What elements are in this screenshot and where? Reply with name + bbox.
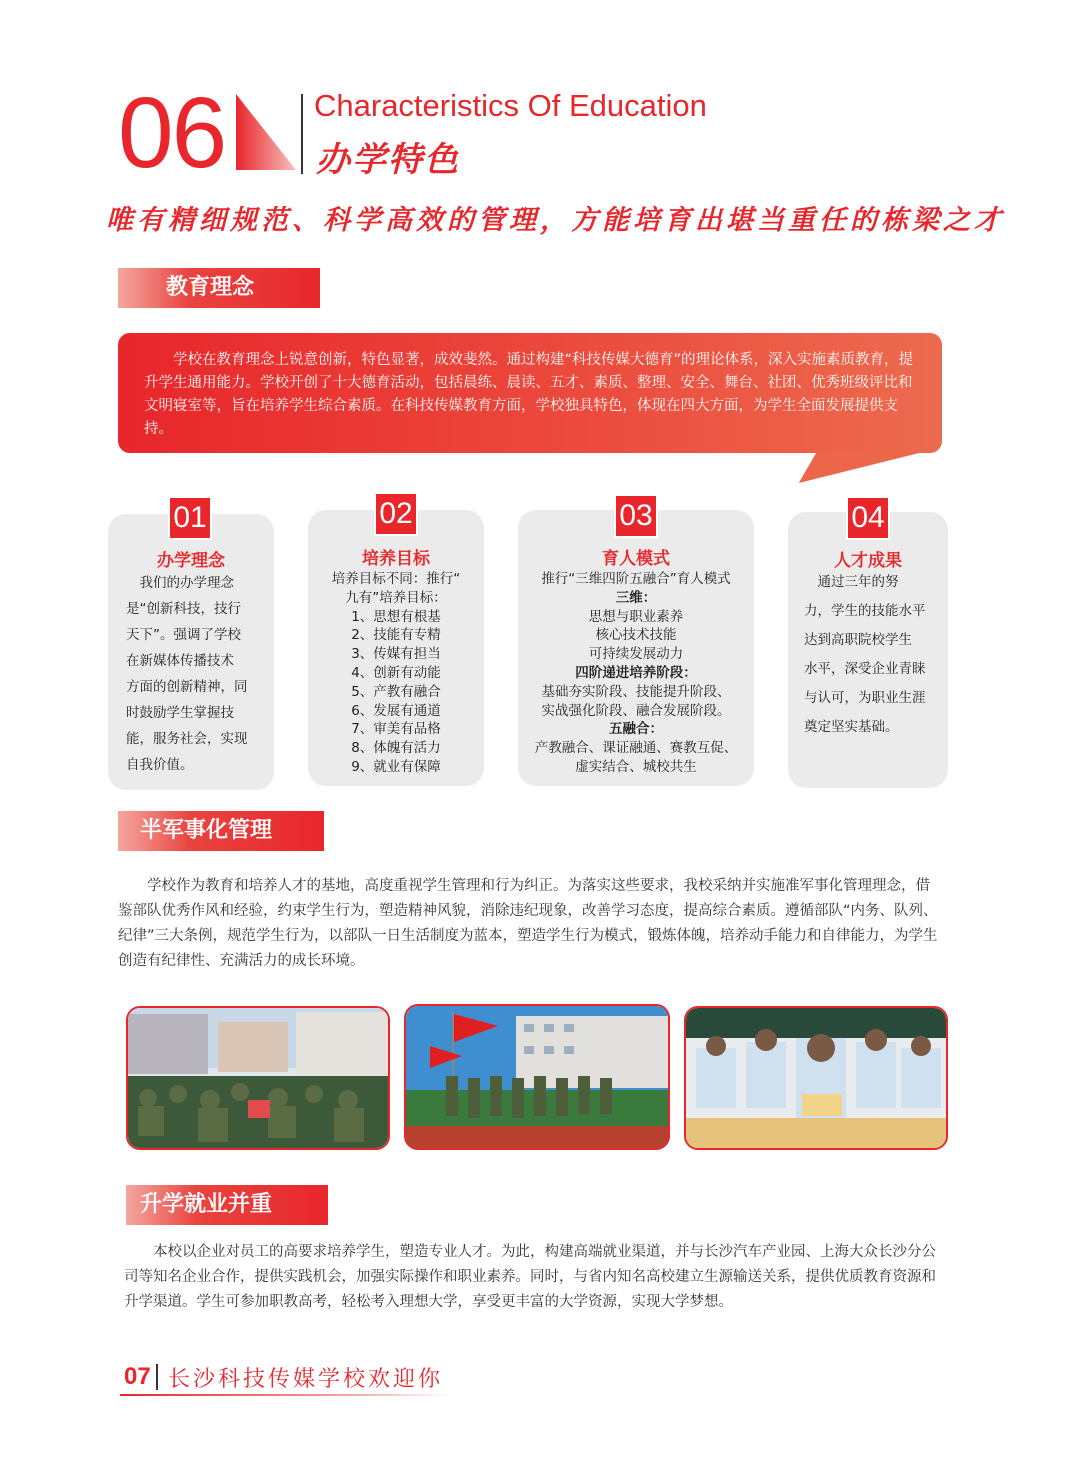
section-banner-military-management [118,811,324,851]
section-number: 06 [118,77,226,189]
title-chinese: 办学特色 [316,140,460,180]
military-management-text: 学校作为教育和培养人才的基地，高度重视学生管理和行为纠正。为落实这些要求，我校采纳并实施准军事化管理理念，借鉴部队优秀作风和经验，约束学生行为，塑造精神风貌，消除违纪现象，改善学习态度，提高综合素质。遵循部队“内务、队列、纪律”三大条例，规范学生行为，以部队一日生活制度为蓝本，塑造学生行为模式，锻炼体魄，培养动手能力和自律能力，为学生创造有纪律性、充满活力的成长环境。 [118,878,938,969]
section-banner-education-concept [118,268,320,308]
slogan: 唯有精细规范、科学高效的管理，方能培育出堪当重任的栋梁之才 [106,205,1005,236]
photo-military-drill [126,1006,390,1150]
card-title: 人才成果 [834,551,902,571]
card-number: 03 [614,494,658,538]
bubble-tail [799,451,927,483]
triangle-decoration-icon [236,94,296,170]
intro-text: 学校在教育理念上锐意创新，特色显著，成效斐然。通过构建“科技传媒大德育”的理论体系，深入实施素质教育，提升学生通用能力。学校开创了十大德育活动，包括晨练、晨读、五才、素质、整理、安全、舞台、社团、优秀班级评比和文明寝室等，旨在培养学生综合素质。在科技传媒教育方面，学校独具特色，体现在四大方面，为学生全面发展提供支持。 [118,333,942,453]
intro-bubble [118,333,942,483]
photo-flag-parade [404,1004,670,1150]
section-title: 半军事化管理 [140,818,273,843]
page-number: 07 [124,1363,151,1390]
card-body: 通过三年的努 力，学生的技能水平 达到高职院校学生 水平，深受企业青睐 与认可，为职业生涯 奠定坚实基础。 [804,574,926,735]
photo-classroom [684,1006,948,1150]
card-title: 办学理念 [157,551,225,571]
card-number: 01 [168,496,212,540]
title-english: Characteristics Of Education [314,88,707,123]
header-divider [301,94,303,174]
section-banner-study-employment [126,1185,328,1225]
footer-underline [120,1394,450,1396]
footer-divider [156,1364,158,1390]
card-title: 培养目标 [362,549,430,569]
card-body: 培养目标不同：推行“ 九有”培养目标： 1、思想有根基 2、技能有专精 3、传媒有担当 4、创新有动能 5、产教有融合 6、发展有通道 7、审美有品格 8、体魄有活力 9、就业有保障 [331,571,461,775]
card-number: 04 [846,496,890,540]
card-body: 我们的办学理念 是“创新科技，技行 天下”。强调了学校 在新媒体传播技术 方面的创新精神，同 时鼓励学生掌握技 能，服务社会，实现 自我价值。 [126,575,248,773]
card-number: 02 [374,492,418,536]
section-title: 教育理念 [166,275,255,300]
footer-school-name: 长沙科技传媒学校欢迎你 [168,1367,444,1392]
study-employment-text: 本校以企业对员工的高要求培养学生，塑造专业人才。为此，构建高端就业渠道，并与长沙汽车产业园、上海大众长沙分公司等知名企业合作，提供实践机会，加强实际操作和职业素养。同时，与省内知名高校建立生源输送关系，提供优质教育资源和升学渠道。学生可参加职教高考，轻松考入理想大学，享受更丰富的大学资源，实现大学梦想。 [124,1244,936,1310]
card-title: 育人模式 [602,549,670,569]
card-body: 推行“三维四阶五融合”育人模式 三维： 思想与职业素养 核心技术技能 可持续发展动力 四阶递进培养阶段： 基础夯实阶段、技能提升阶段、 实战强化阶段、融合发展阶段。 五融合： 产教融合、课证融通、赛教互促、 虚实结合、城校共生 [534,571,738,775]
section-title: 升学就业并重 [140,1192,273,1217]
